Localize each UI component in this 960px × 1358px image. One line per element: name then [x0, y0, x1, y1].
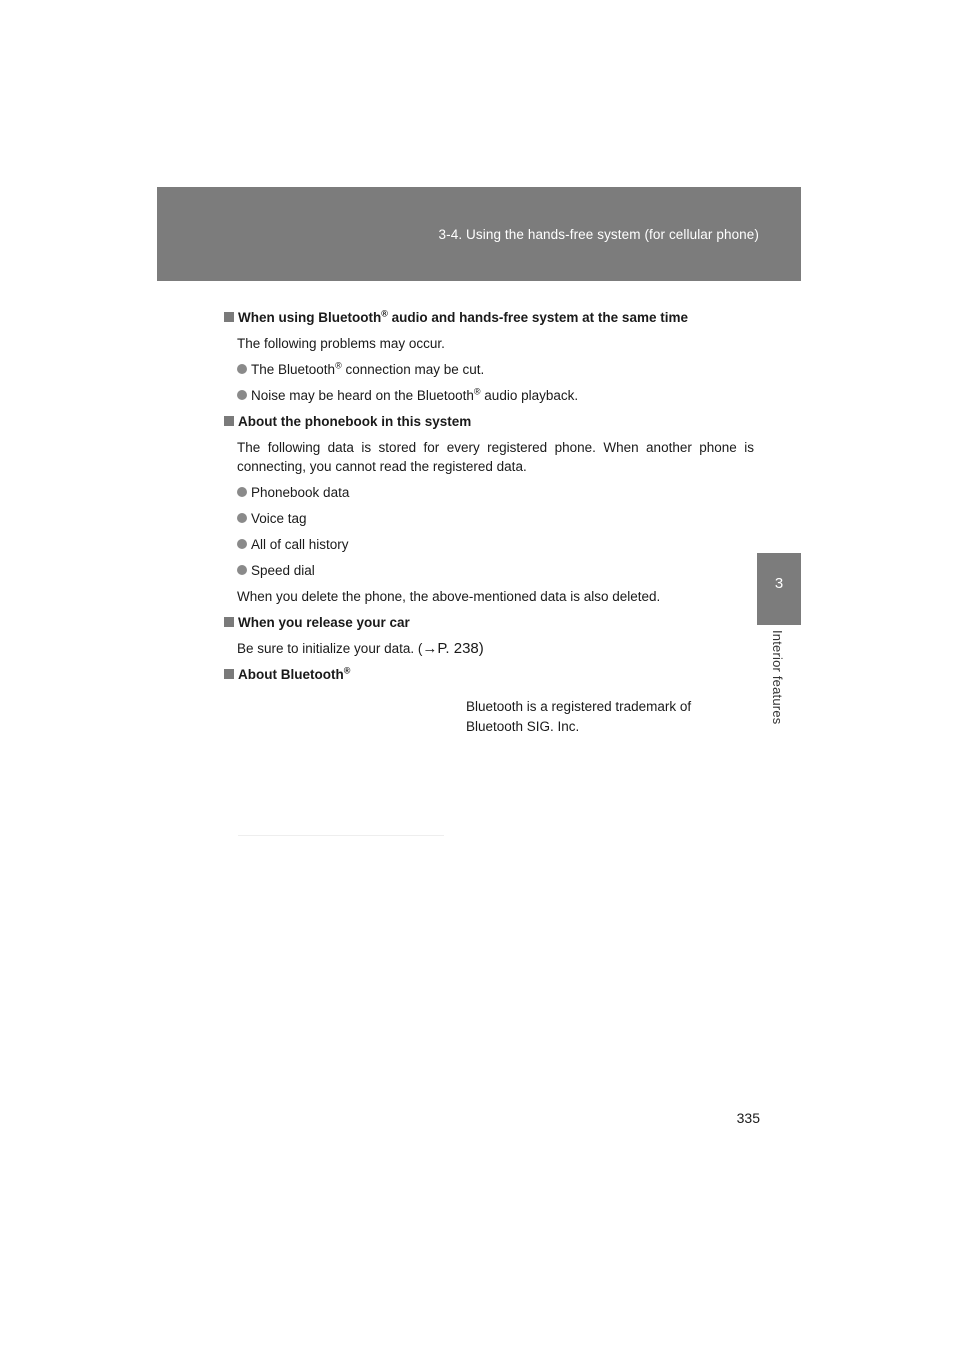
list-item-text: The Bluetooth — [251, 362, 336, 377]
list-item — [237, 561, 754, 580]
heading-release-car — [224, 613, 754, 632]
list-item — [237, 386, 754, 405]
registered-mark: ® — [343, 665, 351, 676]
paragraph — [237, 639, 754, 658]
list-item-text: audio playback. — [480, 388, 579, 403]
chapter-section-title: 3-4. Using the hands-free system (for cellular phone) — [438, 227, 759, 242]
trademark-notice — [466, 697, 746, 737]
page-content — [224, 308, 754, 691]
paragraph-text: Be sure to initialize your data. ( — [237, 641, 423, 656]
circle-bullet-icon — [237, 390, 247, 400]
circle-bullet-icon — [237, 364, 247, 374]
square-bullet-icon — [224, 617, 234, 627]
list-item — [237, 509, 754, 528]
heading-text: When using Bluetooth — [238, 310, 382, 325]
list-item-text: Speed dial — [251, 563, 315, 578]
heading-text: About Bluetooth — [238, 667, 344, 682]
list-item-text: All of call history — [251, 537, 349, 552]
list-item-text: connection may be cut. — [341, 362, 485, 377]
registered-mark: ® — [335, 360, 342, 371]
circle-bullet-icon — [237, 513, 247, 523]
heading-bluetooth-audio-handsfree — [224, 308, 754, 327]
registered-mark: ® — [381, 308, 388, 319]
list-item-text: Noise may be heard on the Bluetooth — [251, 388, 474, 403]
paragraph: The following problems may occur. — [237, 336, 445, 351]
square-bullet-icon — [224, 669, 234, 679]
list-item-text: Phonebook data — [251, 485, 350, 500]
list-item — [237, 360, 754, 379]
circle-bullet-icon — [237, 487, 247, 497]
chapter-side-label: Interior features — [770, 630, 785, 725]
circle-bullet-icon — [237, 565, 247, 575]
square-bullet-icon — [224, 416, 234, 426]
paragraph-text: ) — [478, 640, 484, 657]
trademark-line: Bluetooth is a registered trademark of — [466, 699, 692, 714]
page-number: 335 — [736, 1110, 760, 1126]
trademark-line: Bluetooth SIG. Inc. — [466, 719, 580, 734]
list-item — [237, 483, 754, 502]
heading-about-bluetooth — [224, 665, 754, 684]
heading-text: audio and hands-free system at the same time — [387, 310, 688, 325]
list-item — [237, 535, 754, 554]
square-bullet-icon — [224, 312, 234, 322]
paragraph: The following data is stored for every registered phone. When another phone is connecting, you cannot read the registered data. — [237, 440, 754, 474]
heading-text: When you release your car — [238, 615, 410, 630]
divider — [238, 835, 444, 836]
arrow-right-icon: → — [422, 640, 438, 657]
circle-bullet-icon — [237, 539, 247, 549]
registered-mark: ® — [473, 386, 481, 397]
chapter-number: 3 — [774, 575, 784, 592]
page-reference-link[interactable]: P. 238 — [437, 640, 479, 657]
chapter-header-bar — [157, 187, 801, 281]
chapter-side-tab — [757, 553, 801, 625]
paragraph: When you delete the phone, the above-mentioned data is also deleted. — [237, 589, 661, 604]
heading-text: About the phonebook in this system — [238, 414, 472, 429]
heading-phonebook — [224, 412, 754, 431]
list-item-text: Voice tag — [251, 511, 307, 526]
